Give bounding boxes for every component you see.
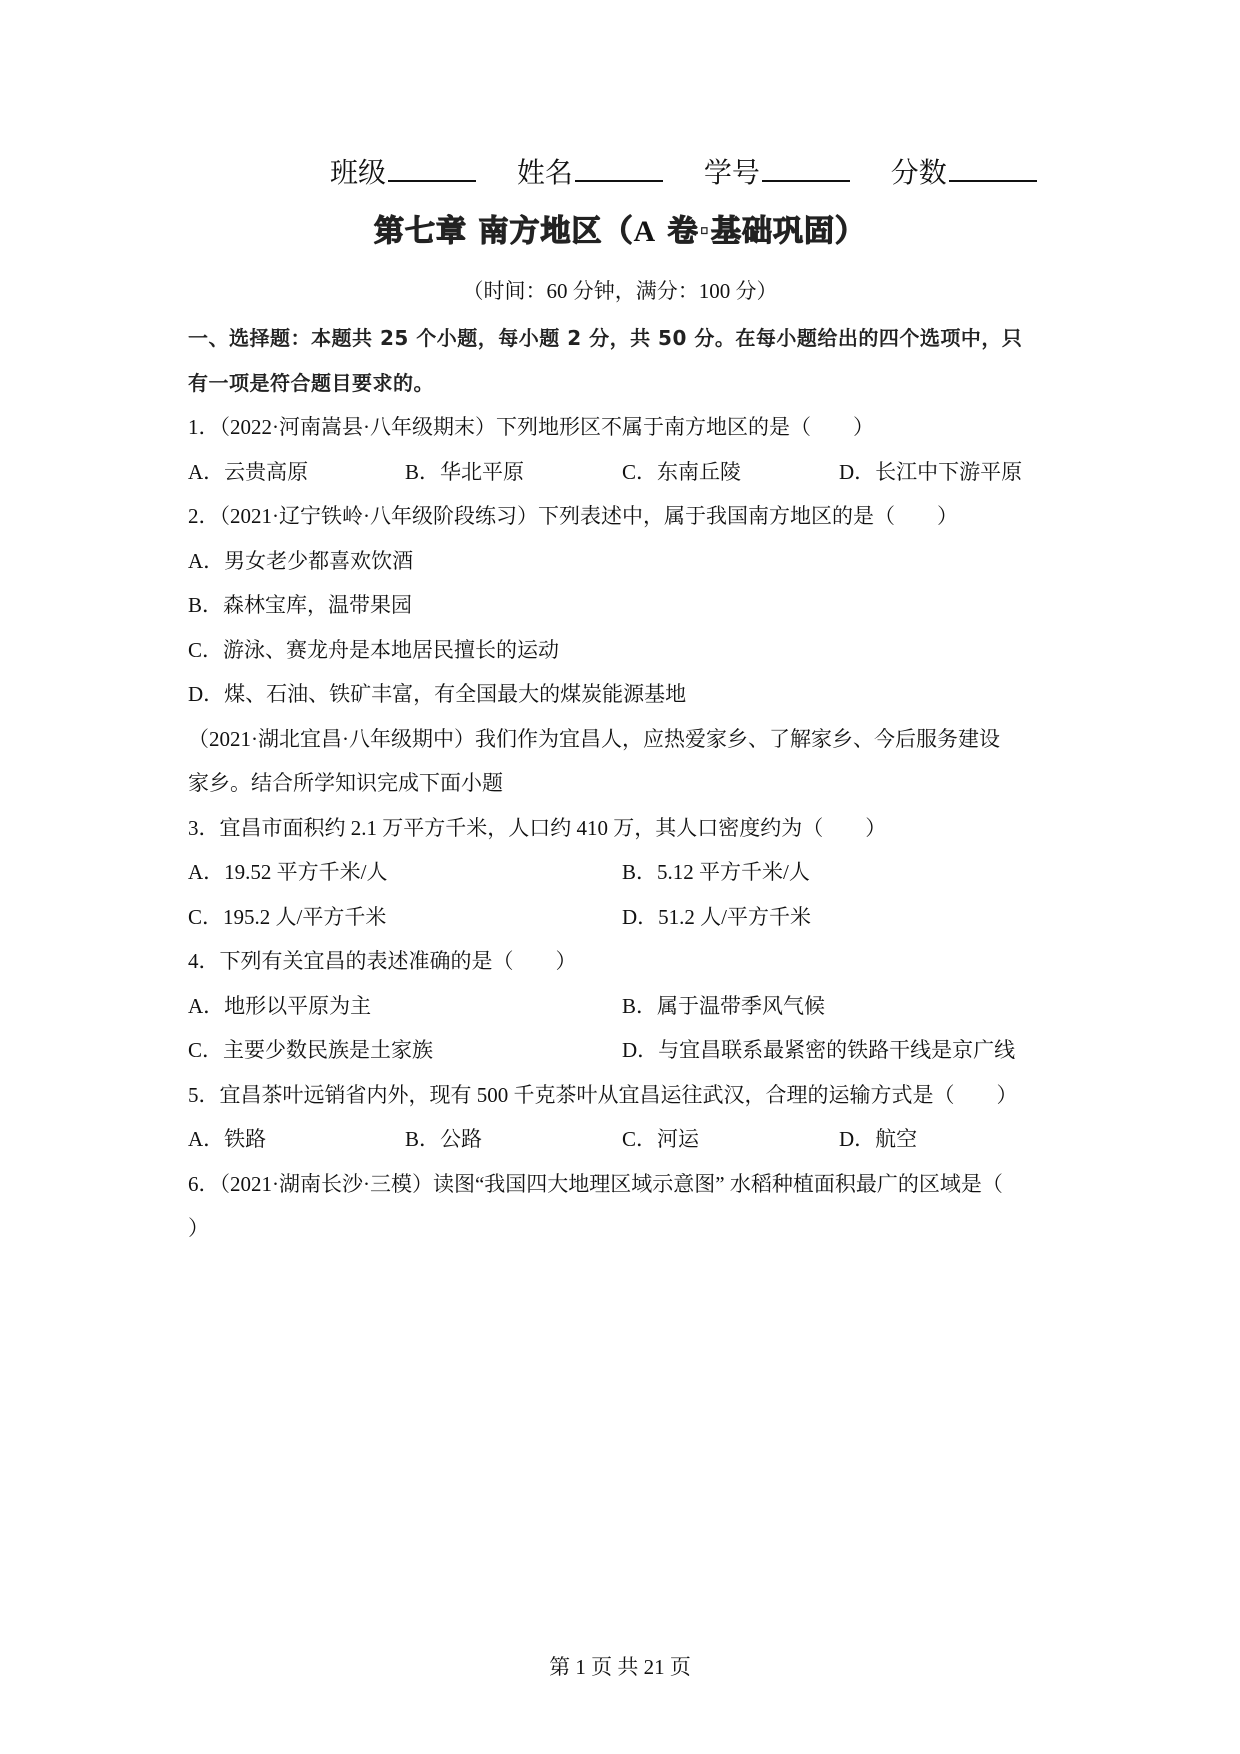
option-b[interactable]: B．华北平原 — [405, 459, 525, 484]
option-d[interactable]: D．长江中下游平原 — [839, 459, 1023, 484]
question-3-stem: 3．宜昌市面积约 2.1 万平方千米，人口约 410 万，其人口密度约为（ ） — [188, 815, 887, 840]
question-1-options — [188, 450, 1058, 495]
score-blank[interactable] — [949, 150, 1037, 182]
student-id-blank[interactable] — [762, 150, 850, 182]
score-field[interactable] — [891, 150, 1037, 195]
name-label: 姓名 — [516, 156, 573, 189]
page-title — [0, 210, 1240, 254]
option-a[interactable]: A．云贵高原 — [188, 459, 309, 484]
question-5-stem: 5．宜昌茶叶远销省内外，现有 500 千克茶叶从宜昌运往武汉，合理的运输方式是（ ） — [188, 1082, 1018, 1107]
option-d[interactable]: D．51.2 人/平方千米 — [622, 904, 811, 929]
question-list — [188, 316, 1058, 1251]
option-a[interactable]: A．铁路 — [188, 1127, 267, 1151]
option-a[interactable]: A．男女老少都喜欢饮酒 — [188, 548, 414, 573]
score-label: 分数 — [890, 156, 947, 189]
option-a[interactable]: A．地形以平原为主 — [188, 993, 372, 1018]
student-id-label: 学号 — [703, 156, 760, 189]
question-3-options-row2 — [188, 895, 1058, 940]
question-5-options — [188, 1117, 1058, 1162]
question-4-options-row2 — [188, 1028, 1058, 1073]
question-group-intro-line2: 家乡。结合所学知识完成下面小题 — [188, 771, 503, 795]
option-b[interactable]: B．5.12 平方千米/人 — [622, 860, 810, 884]
question-group-intro-line1: （2021·湖北宜昌·八年级期中）我们作为宜昌人，应热爱家乡、了解家乡、今后服务建设 — [188, 726, 1000, 751]
option-c[interactable]: C．主要少数民族是土家族 — [188, 1038, 434, 1062]
question-3-options-row1 — [188, 850, 1058, 895]
class-field[interactable] — [330, 150, 476, 195]
exam-meta: （时间：60 分钟，满分：100 分） — [462, 279, 778, 303]
question-2-stem: 2．（2021·辽宁铁岭·八年级阶段练习）下列表述中，属于我国南方地区的是（ ） — [188, 504, 958, 528]
option-d[interactable]: D．煤、石油、铁矿丰富，有全国最大的煤炭能源基地 — [188, 682, 687, 706]
option-b[interactable]: B．属于温带季风气候 — [622, 993, 826, 1018]
question-4-stem: 4．下列有关宜昌的表述准确的是（ ） — [188, 949, 577, 973]
class-blank[interactable] — [388, 150, 476, 182]
page-number: 第 1 页 共 21 页 — [549, 1655, 691, 1679]
question-6-stem-continued: ） — [188, 1216, 209, 1240]
section-heading-line2: 有一项是符合题目要求的。 — [188, 370, 434, 395]
title-latin: A — [633, 215, 657, 248]
student-info-row — [330, 150, 1030, 194]
student-id-field[interactable] — [704, 150, 850, 195]
option-c[interactable]: C．东南丘陵 — [622, 459, 742, 484]
option-d[interactable]: D．与宜昌联系最紧密的铁路干线是京广线 — [622, 1038, 1016, 1062]
option-c[interactable]: C．游泳、赛龙舟是本地居民擅长的运动 — [188, 637, 560, 662]
name-blank[interactable] — [575, 150, 663, 182]
option-d[interactable]: D．航空 — [839, 1127, 918, 1151]
section-heading-line1: 一、选择题：本题共 25 个小题，每小题 2 分，共 50 分。在每小题给出的四个选项中，只 — [188, 326, 1023, 350]
option-a[interactable]: A．19.52 平方千米/人 — [188, 860, 388, 884]
option-c[interactable]: C．河运 — [622, 1127, 700, 1151]
question-1-stem: 1．（2022·河南嵩县·八年级期末）下列地形区不属于南方地区的是（ ） — [188, 415, 874, 439]
question-6-stem: 6．（2021·湖南长沙·三模）读图“我国四大地理区域示意图” 水稻种植面积最广的区域是（ — [188, 1171, 1003, 1196]
option-b[interactable]: B．公路 — [405, 1127, 483, 1151]
question-4-options-row1 — [188, 984, 1058, 1029]
option-c[interactable]: C．195.2 人/平方千米 — [188, 904, 387, 929]
title-prefix: 第七章 南方地区（ — [374, 214, 634, 249]
name-field[interactable] — [517, 150, 663, 195]
class-label: 班级 — [330, 156, 387, 189]
title-suffix: 卷·基础巩固） — [656, 214, 866, 249]
option-b[interactable]: B．森林宝库，温带果园 — [188, 593, 413, 617]
